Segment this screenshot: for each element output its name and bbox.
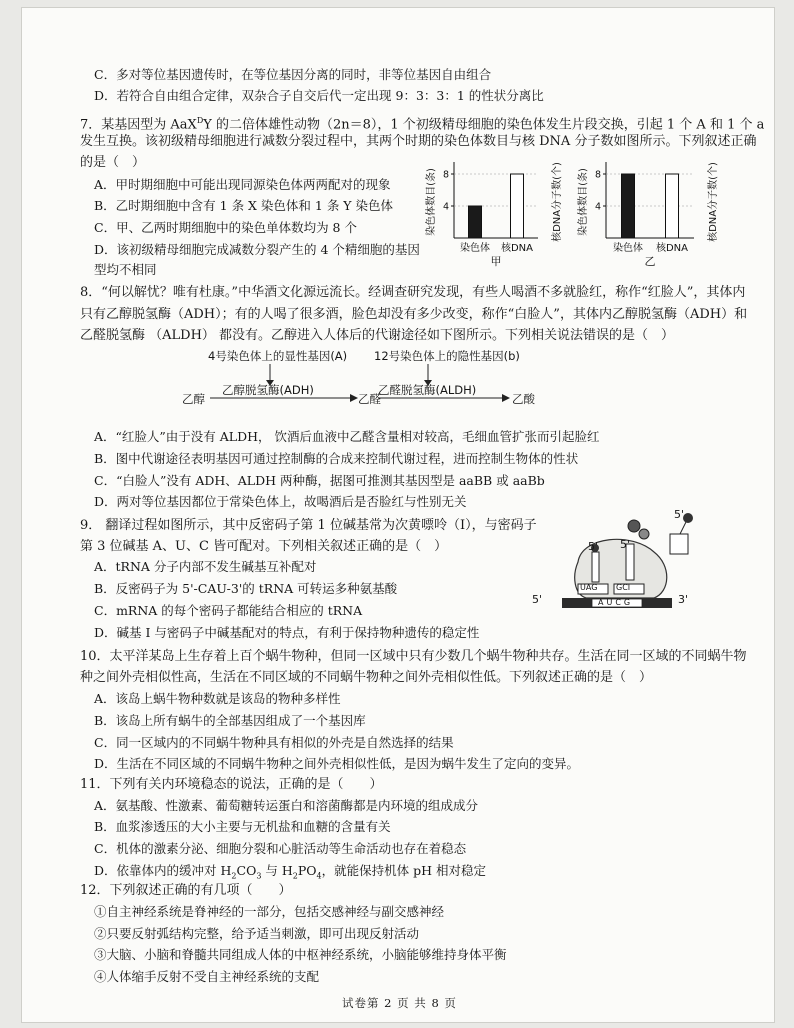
chart-yi	[572, 158, 732, 268]
q10-option-c: C．同一区域内的不同蜗牛物种具有相似的外壳是自然选择的结果	[94, 735, 454, 750]
x-tick-label: 核DNA	[500, 243, 534, 254]
q8-option-c: C．“白脸人”没有 ADH、ALDH 两种酶，据图可推测其基因型是 aaBB 或 aaBb	[94, 473, 545, 488]
q6-option-c: C．多对等位基因遗传时，在等位基因分离的同时，非等位基因自由组合	[94, 67, 492, 82]
y-axis-label-left: 染色体数目(条)	[578, 168, 589, 236]
y-tick-label: 8	[594, 169, 601, 181]
q7-stem-line1: 7．某基因型为 AaX$^D$Y 的二倍体雄性动物（2n＝8），1 个初级精母细胞的染色体发生片段交换，引起 1 个 A 和 1 个 a	[80, 116, 765, 133]
x-tick-label: 染色体	[460, 243, 490, 254]
q8-stem-line2: 只有乙醇脱氢酶（ADH）；有的人喝了很多酒，脸色却没有多少改变，称作“白脸人”，其体内乙醇脱氢酶（ADH）和	[80, 307, 748, 322]
x-tick-label: 染色体	[613, 243, 643, 254]
q10-option-d: D．生活在不同区域的不同蜗牛物种之间外壳相似性低，是因为蜗牛发生了定向的变异。	[94, 756, 580, 771]
q9-option-a: A．tRNA 分子内部不发生碱基互补配对	[94, 559, 317, 574]
q10-option-a: A．该岛上蜗牛物种数就是该岛的物种多样性	[94, 691, 341, 706]
page-footer: 试卷第 2 页 共 8 页	[342, 996, 457, 1010]
anticodon-left: UAG	[580, 583, 598, 592]
q7-option-d-line1: D．该初级精母细胞完成减数分裂产生的 4 个精细胞的基因	[94, 242, 420, 257]
q9-stem-line2: 第 3 位碱基 A、U、C 皆可配对。下列相关叙述正确的是（ ）	[80, 539, 448, 554]
chart-title: 乙	[644, 255, 656, 268]
x-tick-label: 核DNA	[655, 243, 689, 254]
exam-sheet	[22, 8, 774, 1022]
chart-title: 甲	[490, 255, 502, 268]
label-5-prime-a: 5'	[588, 540, 599, 553]
acetic-acid-label: 乙酸	[512, 392, 535, 406]
y-axis-label-right: 核DNA分子数(个)	[552, 162, 563, 242]
enzyme-aldh-label: 乙醛脱氢酶(ALDH)	[378, 383, 477, 397]
q10-stem-line1: 10．太平洋某岛上生存着上百个蜗牛物种，但同一区域中只有少数几个蜗牛物种共存。生活在同一区域的不同蜗牛物	[80, 649, 747, 664]
bar	[469, 206, 482, 238]
y-axis-label-right: 核DNA分子数(个)	[708, 162, 719, 242]
q8-option-a: A．“红脸人”由于没有 ALDH， 饮酒后血液中乙醛含量相对较高，毛细血管扩张而引起脸红	[94, 429, 600, 444]
q7-option-b: B．乙时期细胞中含有 1 条 X 染色体和 1 条 Y 染色体	[94, 198, 394, 213]
q12-item-1: ①自主神经系统是脊神经的一部分，包括交感神经与副交感神经	[94, 904, 445, 919]
q11-option-b: B．血浆渗透压的大小主要与无机盐和血糖的含量有关	[94, 819, 391, 834]
q8-stem-line1: 8．“何以解忧？唯有杜康。”中华酒文化源远流长。经调查研究发现，有些人喝酒不多就脸红，称作“红脸人”，其体内	[80, 285, 746, 300]
q11-option-c: C．机体的激素分泌、细胞分裂和心脏活动等生命活动也存在着稳态	[94, 841, 467, 856]
y-tick-label: 4	[594, 201, 601, 213]
q12-item-3: ③大脑、小脑和脊髓共同组成人体的中枢神经系统，小脑能够维持身体平衡	[94, 947, 507, 962]
q12-stem: 12．下列叙述正确的有几项（ ）	[80, 883, 292, 898]
y-axis-label-left: 染色体数目(条)	[426, 168, 437, 236]
q8-stem-line3: 乙醛脱氢酶 （ALDH） 都没有。乙醇进入人体后的代谢途径如下图所示。下列相关说法错误的是（ ）	[80, 328, 675, 343]
q11-stem: 11．下列有关内环境稳态的说法，正确的是（ ）	[80, 777, 383, 792]
ethanol-label: 乙醇	[182, 392, 205, 406]
q11-option-a: A．氨基酸、性激素、葡萄糖转运蛋白和溶菌酶都是内环境的组成成分	[94, 798, 479, 813]
q9-option-b: B．反密码子为 5'-CAU-3'的 tRNA 可转运多种氨基酸	[94, 581, 398, 596]
translation-diagram	[522, 506, 712, 628]
q12-item-4: ④人体缩手反射不受自主神经系统的支配	[94, 969, 320, 984]
q7-option-d-line2: 型均不相同	[94, 262, 157, 277]
q10-option-b: B．该岛上所有蜗牛的全部基因组成了一个基因库	[94, 713, 366, 728]
bar	[666, 174, 679, 238]
label-3-prime: 3'	[678, 593, 689, 606]
anticodon-right: GCI	[616, 583, 631, 592]
q8-option-d: D．两对等位基因都位于常染色体上，故喝酒后是否脸红与性别无关	[94, 494, 467, 509]
bar	[622, 174, 635, 238]
gene-b-label: 12号染色体上的隐性基因(b)	[374, 349, 520, 363]
chart-jia	[420, 158, 564, 268]
q10-stem-line2: 种之间外壳相似性高，生活在不同区域的不同蜗牛物种之间外壳相似性低。下列叙述正确的是（ ）	[80, 670, 653, 685]
q12-item-2: ②只要反射弧结构完整，给予适当刺激，即可出现反射活动	[94, 926, 420, 941]
q7-option-a: A．甲时期细胞中可能出现同源染色体两两配对的现象	[94, 177, 391, 192]
q7-stem-line3: 的是（ ）	[80, 155, 146, 170]
y-tick-label: 8	[442, 169, 449, 181]
enzyme-adh-label: 乙醇脱氢酶(ADH)	[222, 383, 314, 397]
q9-option-d: D．碱基 I 与密码子中碱基配对的特点，有利于保持物种遗传的稳定性	[94, 625, 480, 640]
q8-option-b: B．图中代谢途径表明基因可通过控制酶的合成来控制代谢过程，进而控制生物体的性状	[94, 451, 579, 466]
codon-sequence: AUCG	[598, 598, 634, 607]
label-5-prime-d: 5'	[532, 593, 543, 606]
bar	[511, 174, 524, 238]
q6-option-d: D．若符合自由组合定律，双杂合子自交后代一定出现 9：3：3：1 的性状分离比	[94, 88, 544, 103]
label-5-prime-c: 5'	[674, 508, 685, 521]
gene-a-label: 4号染色体上的显性基因(A)	[208, 349, 348, 363]
y-tick-label: 4	[442, 201, 449, 213]
q9-stem-line1: 9． 翻译过程如图所示，其中反密码子第 1 位碱基常为次黄嘌呤（I），与密码子	[80, 518, 537, 533]
q11-option-d: D．依靠体内的缓冲对 $H_2CO_3$ 与 $H_2PO_4$，就能保持机体 pH 相对稳定	[94, 863, 486, 881]
q9-option-c: C．mRNA 的每个密码子都能结合相应的 tRNA	[94, 603, 363, 618]
q7-stem-line2: 发生互换。该初级精母细胞进行减数分裂过程中，其两个时期的染色体数目与核 DNA 分子数如图所示。下列叙述正确	[80, 134, 757, 149]
label-5-prime-b: 5'	[620, 538, 631, 551]
acetaldehyde-label: 乙醛	[358, 392, 381, 406]
q7-option-c: C．甲、乙两时期细胞中的染色单体数均为 8 个	[94, 220, 357, 235]
